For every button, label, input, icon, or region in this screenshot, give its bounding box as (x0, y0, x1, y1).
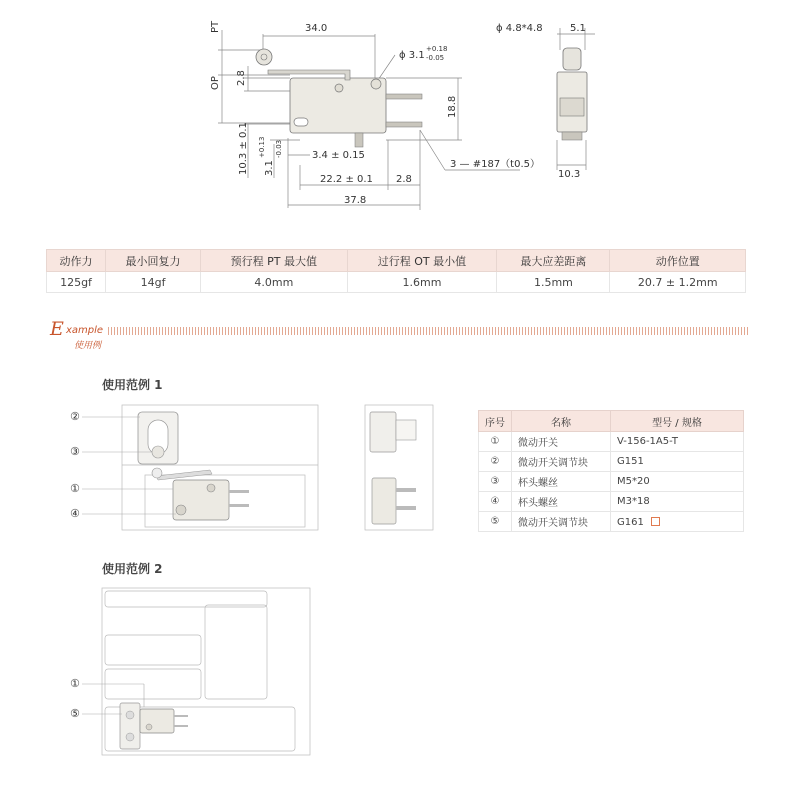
spec-value-force: 125gf (47, 272, 106, 293)
parts-header-name: 名称 (512, 411, 611, 432)
callout-3: ③ (70, 445, 80, 458)
example-heading-initial: E (50, 318, 64, 340)
dim-37-8: 37.8 (344, 195, 367, 206)
external-link-icon[interactable] (651, 517, 660, 526)
spec-value-release: 14gf (106, 272, 201, 293)
switch-dimension-drawing (0, 0, 790, 240)
spec-header-ot: 过行程 OT 最小值 (347, 250, 497, 272)
table-row (479, 472, 744, 492)
table-row (479, 512, 744, 532)
dim-3-1: 3.1 (264, 160, 275, 176)
spec-header-force: 动作力 (47, 250, 106, 272)
parts-model: M3*18 (611, 492, 744, 512)
example-heading: xample (66, 325, 104, 336)
table-row (479, 432, 744, 452)
usage2-title: 使用范例 2 (102, 562, 163, 576)
spec-header-diff: 最大应差距离 (497, 250, 610, 272)
dim-3-1-tol-up: +0.13 (258, 136, 266, 158)
table-row (479, 452, 744, 472)
dim-5-1: 5.1 (570, 23, 586, 34)
spec-value-ot: 1.6mm (347, 272, 497, 293)
spec-header-release: 最小回复力 (106, 250, 201, 272)
parts-name: 微动开关 (512, 432, 611, 452)
parts-no: ④ (479, 492, 512, 512)
parts-no: ③ (479, 472, 512, 492)
dim-34: 34.0 (305, 23, 328, 34)
usage1-title: 使用范例 1 (102, 378, 163, 392)
spec-value-pt: 4.0mm (201, 272, 347, 293)
parts-no: ⑤ (479, 512, 512, 532)
spec-value-position: 20.7 ± 1.2mm (610, 272, 746, 293)
parts-header-no: 序号 (479, 411, 512, 432)
dim-3-4: 3.4 ± 0.15 (312, 150, 365, 161)
dim-2-8b: 2.8 (396, 174, 412, 185)
dim-2-8: 2.8 (236, 70, 247, 86)
example-subheading: 使用例 (74, 341, 102, 351)
dim-3-1-tol-dn: -0.03 (275, 139, 283, 158)
parts-model: G161 (617, 516, 644, 528)
example-divider (108, 327, 748, 335)
dim-phi-tol-up: +0.18 (426, 45, 448, 53)
parts-model: V-156-1A5-T (611, 432, 744, 452)
callout-4: ④ (70, 507, 80, 520)
dim-pt: PT (210, 20, 221, 33)
table-row (47, 272, 746, 293)
dim-18-8: 18.8 (447, 95, 458, 118)
dim-10-3b: 10.3 (558, 169, 581, 180)
callout-1: ① (70, 482, 80, 495)
dim-phi-4-8: ϕ 4.8*4.8 (496, 23, 543, 34)
dim-terminal: 3 — #187（t0.5） (450, 159, 541, 170)
parts-name: 微动开关调节块 (512, 452, 611, 472)
dim-phi-3-1: ϕ 3.1 (399, 50, 425, 61)
spec-header-pt: 预行程 PT 最大值 (201, 250, 347, 272)
dim-phi-tol-dn: -0.05 (426, 54, 445, 62)
table-row (479, 492, 744, 512)
parts-model: M5*20 (611, 472, 744, 492)
parts-table (478, 410, 744, 532)
parts-model: G151 (611, 452, 744, 472)
spec-value-diff: 1.5mm (497, 272, 610, 293)
parts-name: 微动开关调节块 (512, 512, 611, 532)
dim-22-2: 22.2 ± 0.1 (320, 174, 373, 185)
usage2-diagram (60, 585, 320, 760)
parts-name: 杯头螺丝 (512, 472, 611, 492)
usage1-diagram (60, 400, 460, 540)
parts-no: ① (479, 432, 512, 452)
parts-no: ② (479, 452, 512, 472)
dim-10-3: 10.3 ± 0.1 (238, 122, 249, 175)
spec-table (46, 249, 746, 293)
parts-header-model: 型号 / 规格 (611, 411, 744, 432)
parts-name: 杯头螺丝 (512, 492, 611, 512)
callout-5: ⑤ (70, 707, 80, 720)
dim-op: OP (210, 76, 221, 90)
callout-1: ① (70, 677, 80, 690)
spec-header-position: 动作位置 (610, 250, 746, 272)
parts-model-cell (611, 512, 744, 532)
callout-2: ② (70, 410, 80, 423)
